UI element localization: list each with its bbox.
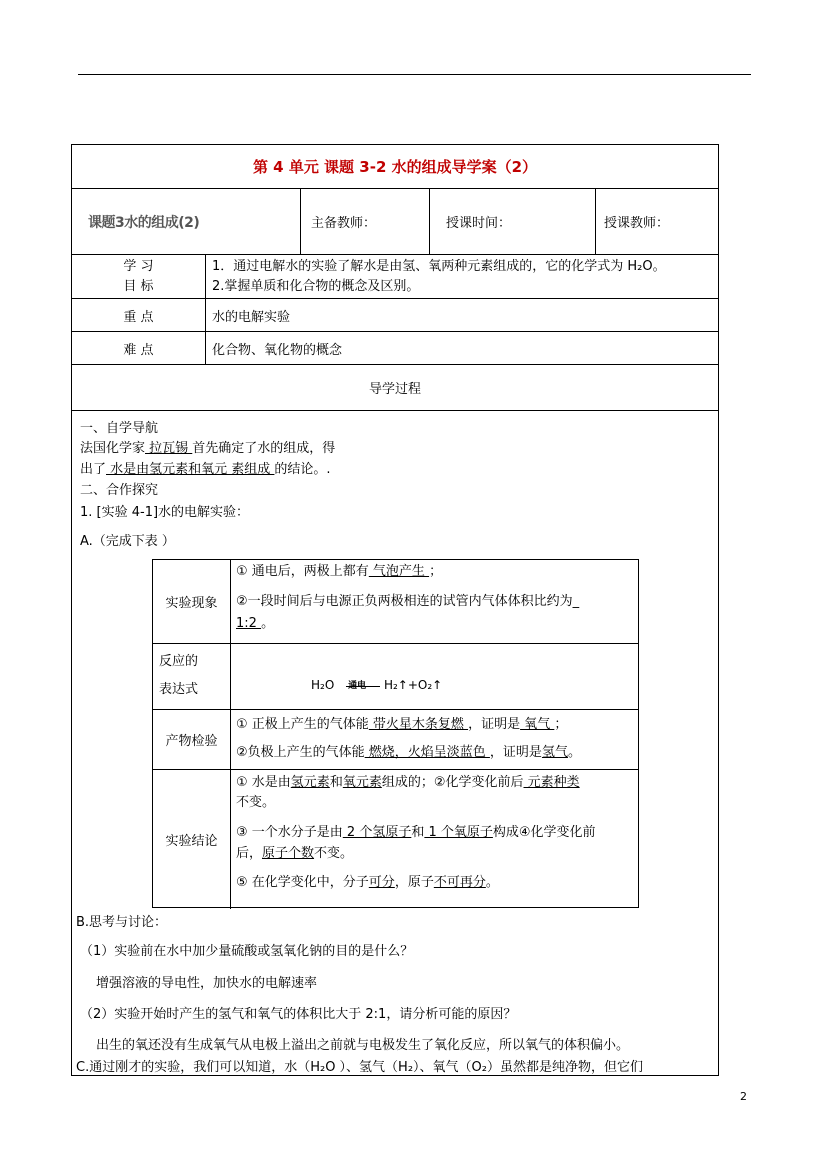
lecturer-label: 授课教师： [604,216,670,231]
section2-heading: 二、合作探究 [80,483,159,498]
time-label: 授课时间： [446,216,512,231]
phenomenon-line-1: ① 通电后，两极上都有 气泡产生 ； [236,564,443,579]
answer-2: 出生的氧还没有生成氧气从电极上溢出之前就与电极发生了氧化反应，所以氧气的体积偏小。 [96,1038,630,1053]
question-1: （1）实验前在水中加少量硫酸或氢氧化钠的目的是什么？ [80,944,414,959]
key-point-row [72,299,718,332]
conclusion-line-5: ⑤ 在化学变化中，分子可分，原子不可再分。 [236,875,499,890]
part-b-label: B.思考与讨论： [76,915,168,930]
product-line-2: ②负极上产生的气体能 燃烧，火焰呈淡蓝色 ，证明是氢气。 [236,745,581,760]
phenomenon-label: 实验现象 [153,560,231,643]
question-2: （2）实验开始时产生的氢气和氧气的体积比大于 2:1，请分析可能的原因？ [80,1007,517,1022]
experiment-table [152,559,639,908]
reaction-condition: 通电 [348,681,367,691]
key-point-label: 重 点 [123,309,154,325]
info-row [72,189,718,255]
section1-line1: 法国化学家 拉瓦锡 首先确定了水的组成，得 [80,441,336,456]
study-plan-table [71,144,719,1076]
conclusion-label: 实验结论 [153,770,231,909]
section1-line2: 出了 水是由氢元素和氧元 素组成 的结论。. [80,462,331,477]
difficulty-row [72,332,718,365]
teacher-label: 主备教师： [311,216,377,231]
reaction-products: H₂↑+O₂↑ [383,678,443,692]
product-line-1: ① 正极上产生的气体能 带火星木条复燃 ，证明是 氧气 ； [236,717,568,732]
conclusion-line-1: ① 水是由氢元素和氧元素组成的；②化学变化前后 元素种类 [236,775,580,790]
conclusion-line-3: ③ 一个水分子是由 2 个氢原子和 1 个氧原子构成④化学变化前 [236,825,596,840]
experiment-title: 1. [实验 4-1]水的电解实验： [80,505,250,520]
process-title: 导学过程 [368,382,421,397]
key-point-value: 水的电解实验 [212,309,291,325]
difficulty-label: 难 点 [123,342,154,358]
part-c-line: C.通过刚才的实验，我们可以知道，水（H₂O ）、氢气（H₂）、氧气（O₂）虽然都是纯净物，但它们 [76,1060,643,1075]
conclusion-line-2: 不变。 [236,795,276,810]
answer-1: 增强溶液的导电性，加快水的电解速率 [96,976,318,991]
goals-row [72,255,718,299]
title-row [72,145,718,189]
product-label: 产物检验 [153,710,231,769]
goals-label-2: 目 标 [123,279,154,294]
page-title: 第 4 单元 课题 3-2 水的组成导学案（2） [252,158,538,176]
product-row [153,710,638,770]
conclusion-row [153,770,638,909]
difficulty-value: 化合物、氧化物的概念 [212,342,343,358]
phenomenon-line-3: 1:2 。 [236,616,275,631]
phenomenon-line-2: ②一段时间后与电源正负两极相连的试管内气体体积比约为_ [236,594,580,609]
reaction-reactant: H₂O [311,678,335,692]
goals-label-1: 学 习 [123,259,154,274]
phenomenon-row [153,560,638,644]
conclusion-line-4: 后，原子个数不变。 [236,846,354,861]
section1-heading: 一、自学导航 [80,421,159,436]
reaction-label-1: 反应的 [159,654,199,669]
header-rule [78,74,751,75]
reaction-label-2: 表达式 [159,682,199,697]
reaction-arrow [346,681,380,691]
process-row [72,365,718,411]
page-number: 2 [740,1090,747,1103]
reaction-row [153,644,638,710]
part-a-label: A.（完成下表 ） [80,534,175,549]
reaction-equation [311,678,442,692]
goal-line-2: 2.掌握单质和化合物的概念及区别。 [212,279,420,294]
goal-line-1: 1．通过电解水的实验了解水是由氢、氧两种元素组成的，它的化学式为 H₂O。 [212,259,666,274]
lesson-title: 课题3水的组成(2) [88,214,200,231]
